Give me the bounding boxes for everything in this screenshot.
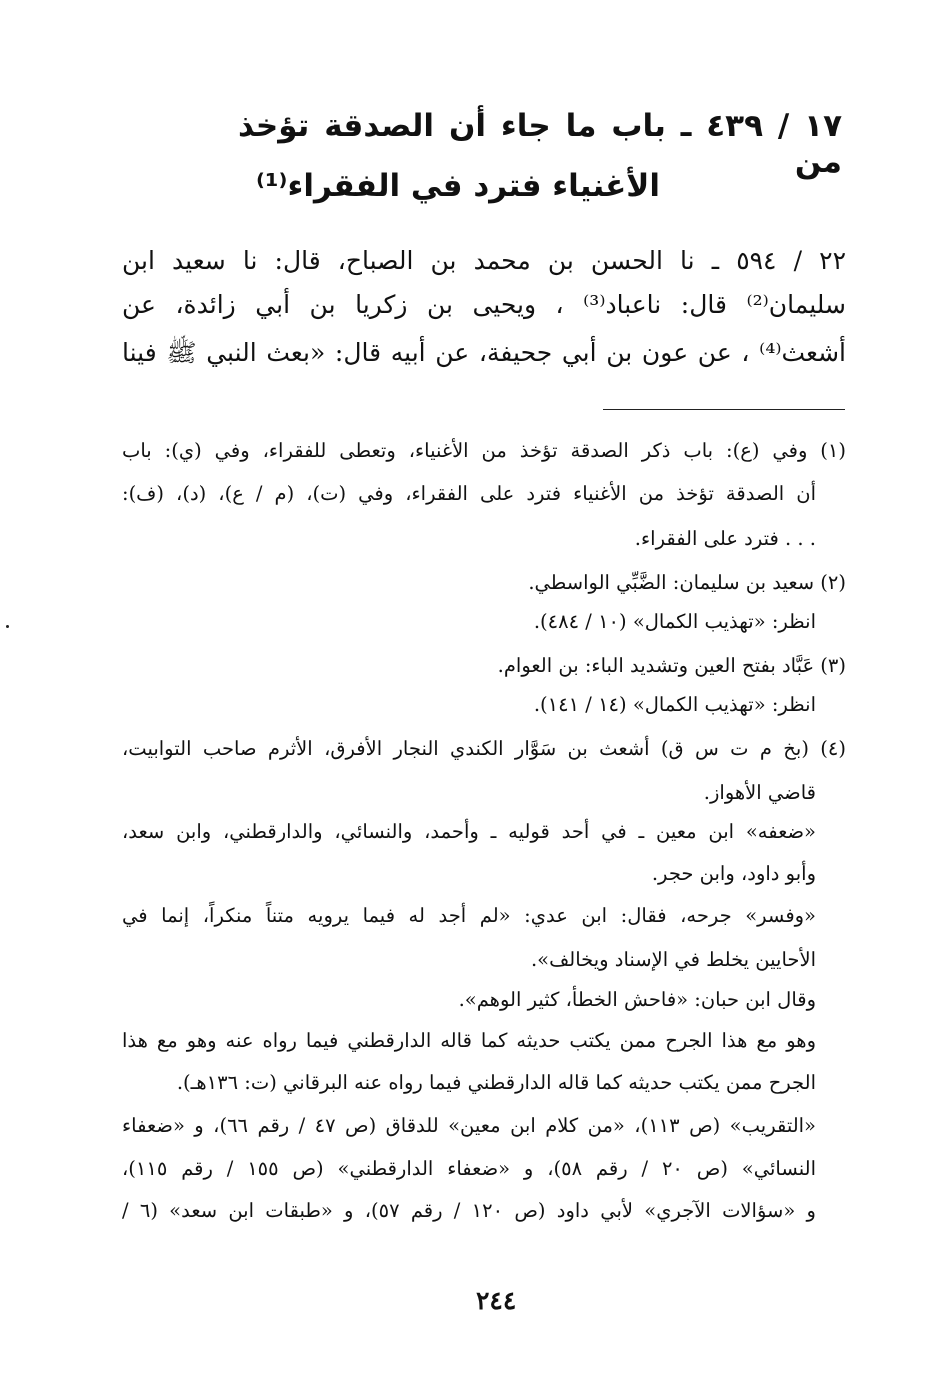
hadith-line-3: أشعث⁽⁴⁾ ، عن عون بن أبي جحيفة، عن أبيه قال: «بعث النبي ﷺ فينا (122, 338, 846, 367)
footnote-4-line-7: وقال ابن حبان: «فاحش الخطأ، كثير الوهم». (458, 988, 816, 1011)
footnote-separator (603, 409, 845, 410)
page-number: ٢٤٤ (476, 1286, 517, 1315)
footnote-1-line-1: (١) وفي (ع): باب ذكر الصدقة تؤخذ من الأغنياء، وتعطى للفقراء، وفي (ي): باب (122, 439, 846, 462)
footnote-4-line-9: الجرح ممن يكتب حديثه كما قاله الدارقطني فيما رواه عنه البرقاني (ت: ١٣٦هـ). (176, 1071, 816, 1094)
footnote-4-line-2: قاضي الأهواز. (703, 781, 816, 804)
footnote-3-line-1: (٣) عَبَّاد بفتح العين وتشديد الباء: بن العوام. (497, 654, 846, 677)
footnote-3-line-2: انظر: «تهذيب الكمال» (١٤ / ١٤١). (533, 693, 816, 716)
footnote-4-line-5: «وفسر» جرحه، فقال: ابن عدي: «لم أجد له فيما يرويه متناً منكراً، إنما في (122, 904, 816, 927)
hadith-line-2: سليمان⁽²⁾ قال: ناعباد⁽³⁾ ، ويحيى بن زكريا بن أبي زائدة، عن (122, 290, 846, 319)
footnote-4-line-11: النسائي» (ص ٢٠ / رقم ٥٨)، و «ضعفاء الدارقطني» (ص ١٥٥ / رقم ١١٥)، (122, 1157, 816, 1180)
chapter-heading-line-1: ١٧ / ٤٣٩ ـ باب ما جاء أن الصدقة تؤخذ من (238, 108, 842, 180)
footnote-4-line-1: (٤) (بخ م ت س ق) أشعث بن سَوَّار الكندي النجار الأفرق، الأثرم صاحب التوابيت، (122, 737, 846, 760)
chapter-heading-line-2: الأغنياء فترد في الفقراء⁽¹⁾ (256, 168, 660, 204)
footnote-4-line-4: وأبو داود، وابن حجر. (651, 862, 816, 885)
footnote-1-line-2: أن الصدقة تؤخذ من الأغنياء فترد على الفقراء، وفي (ت)، (م / ع)، (د)، (ف): (122, 482, 816, 505)
footnote-4-line-6: الأحايين يخلط في الإسناد ويخالف». (530, 948, 816, 971)
footnote-4-line-8: وهو مع هذا الجرح ممن يكتب حديثه كما قاله الدارقطني فيما رواه عنه وهو مع هذا (122, 1029, 816, 1052)
footnote-2-line-2: انظر: «تهذيب الكمال» (١٠ / ٤٨٤). (533, 610, 816, 633)
hadith-line-1: ٢٢ / ٥٩٤ ـ نا الحسن بن محمد بن الصباح، قال: نا سعيد ابن (122, 246, 846, 275)
footnote-1-line-3: . . . فترد على الفقراء. (634, 527, 816, 550)
footnote-4-line-12: و «سؤالات الآجري» لأبي داود (ص ١٢٠ / رقم ٥٧)، و «طبقات ابن سعد» (٦ / (122, 1199, 816, 1222)
scan-speck (6, 625, 9, 628)
footnote-2-line-1: (٢) سعيد بن سليمان: الضَّبِّي الواسطي. (528, 571, 846, 594)
footnote-4-line-3: «ضعفه» ابن معين ـ في أحد قوليه ـ وأحمد، والنسائي، والدارقطني، وابن سعد، (122, 820, 816, 843)
footnote-4-line-10: «التقريب» (ص ١١٣)، «من كلام ابن معين» للدقاق (ص ٤٧ / رقم ٦٦)، و «ضعفاء (122, 1114, 816, 1137)
